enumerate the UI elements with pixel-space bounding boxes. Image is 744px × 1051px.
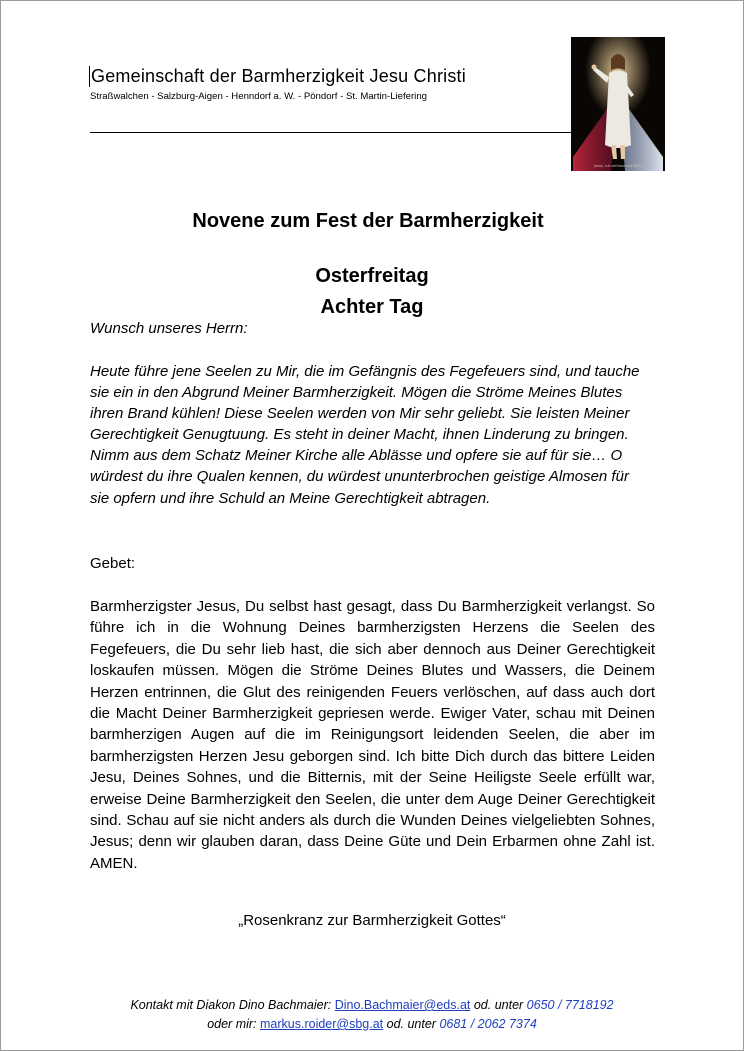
day-heading-line-2: Achter Tag: [320, 296, 424, 318]
image-caption: Jesus, ich vertraue auf Dich!: [594, 164, 642, 168]
prayer-label: Gebet:: [90, 555, 136, 572]
contact-line-1-prefix: Kontakt mit Diakon Dino Bachmaier:: [130, 998, 335, 1012]
contact-line-1-mid: od. unter: [470, 998, 527, 1012]
header-divider: [90, 132, 571, 133]
phone-markus: 0681 / 2062 7374: [439, 1017, 537, 1031]
contact-line-1: [0, 996, 744, 1015]
document-title: Novene zum Fest der Barmherzigkeit: [192, 210, 544, 232]
contact-line-2-prefix: oder mir:: [207, 1017, 260, 1031]
wish-text: Heute führe jene Seelen zu Mir, die im Gefängnis des Fegefeuers sind, und tauche sie ein in den Abgrund Meiner Barmherzigkeit. Mögen die Ströme Meines Blutes ihren Brand kühlen! Diese Seelen werden von Mir sehr geliebt. Sie leisten Meiner Gerechtigkeit Genugtuung. Es steht in deiner Macht, ihnen Linderung zu bringen. Nimm aus dem Schatz Meiner Kirche alle Ablässe und opfere sie auf für sie… O würdest du ihre Qualen kennen, du würdest ununterbrochen geistige Almosen für sie opfern und ihre Schuld an Meine Gerechtigkeit abtragen.: [90, 363, 640, 507]
prayer-text: Barmherzigster Jesus, Du selbst hast gesagt, dass Du Barmherzigkeit verlangst. So führe ich in die Wohnung Deines barmherzigsten Herzens die Seelen des Fegefeuers, die Du sehr lieb hast, die sich aber dennoch aus Deiner Gerechtigkeit loskaufen müssen. Mögen die Ströme Deines Blutes und Wassers, die Deinem Herzen entrinnen, die Glut des reinigenden Feuers verlöschen, auf dass auch dort die Macht Deiner Barmherzigkeit gepriesen werde. Ewiger Vater, schau mit Deinen barmherzigen Augen auf die im Reinigungsort leidenden Seelen, die aber im barmherzigsten Herzen Jesu geborgen sind. Ich bitte Dich durch das bittere Leiden Jesu, Deines Sohnes, und die Bitternis, mit der Seine Heiligste Seele erfüllt war, erweise Deine Barmherzigkeit den Seelen, die unter dem Auge Deiner Gerechtigkeit sind. Schau auf sie nicht anders als durch die Wunden Deines vielgeliebten Sohnes, Jesus; denn wir glauben daran, dass Deine Güte und Dein Erbarmen ohne Zahl ist. AMEN.: [90, 598, 655, 872]
contact-line-2: [0, 1015, 744, 1034]
header-title: Gemeinschaft der Barmherzigkeit Jesu Christi: [91, 66, 466, 86]
divine-mercy-image: [571, 37, 665, 171]
contact-line-2-mid: od. unter: [383, 1017, 440, 1031]
day-heading: [0, 261, 744, 323]
email-link-markus[interactable]: markus.roider@sbg.at: [260, 1017, 384, 1031]
contact-footer: [0, 996, 744, 1034]
phone-dino: 0650 / 7718192: [526, 998, 614, 1012]
day-heading-line-1: Osterfreitag: [315, 265, 429, 287]
wish-label: Wunsch unseres Herrn:: [90, 320, 248, 337]
email-link-dino[interactable]: Dino.Bachmaier@eds.at: [334, 998, 471, 1012]
header-locations: Straßwalchen - Salzburg-Aigen - Henndorf a. W. - Pöndorf - St. Martin-Liefering: [90, 91, 427, 102]
rosary-note: „Rosenkranz zur Barmherzigkeit Gottes“: [238, 912, 506, 929]
